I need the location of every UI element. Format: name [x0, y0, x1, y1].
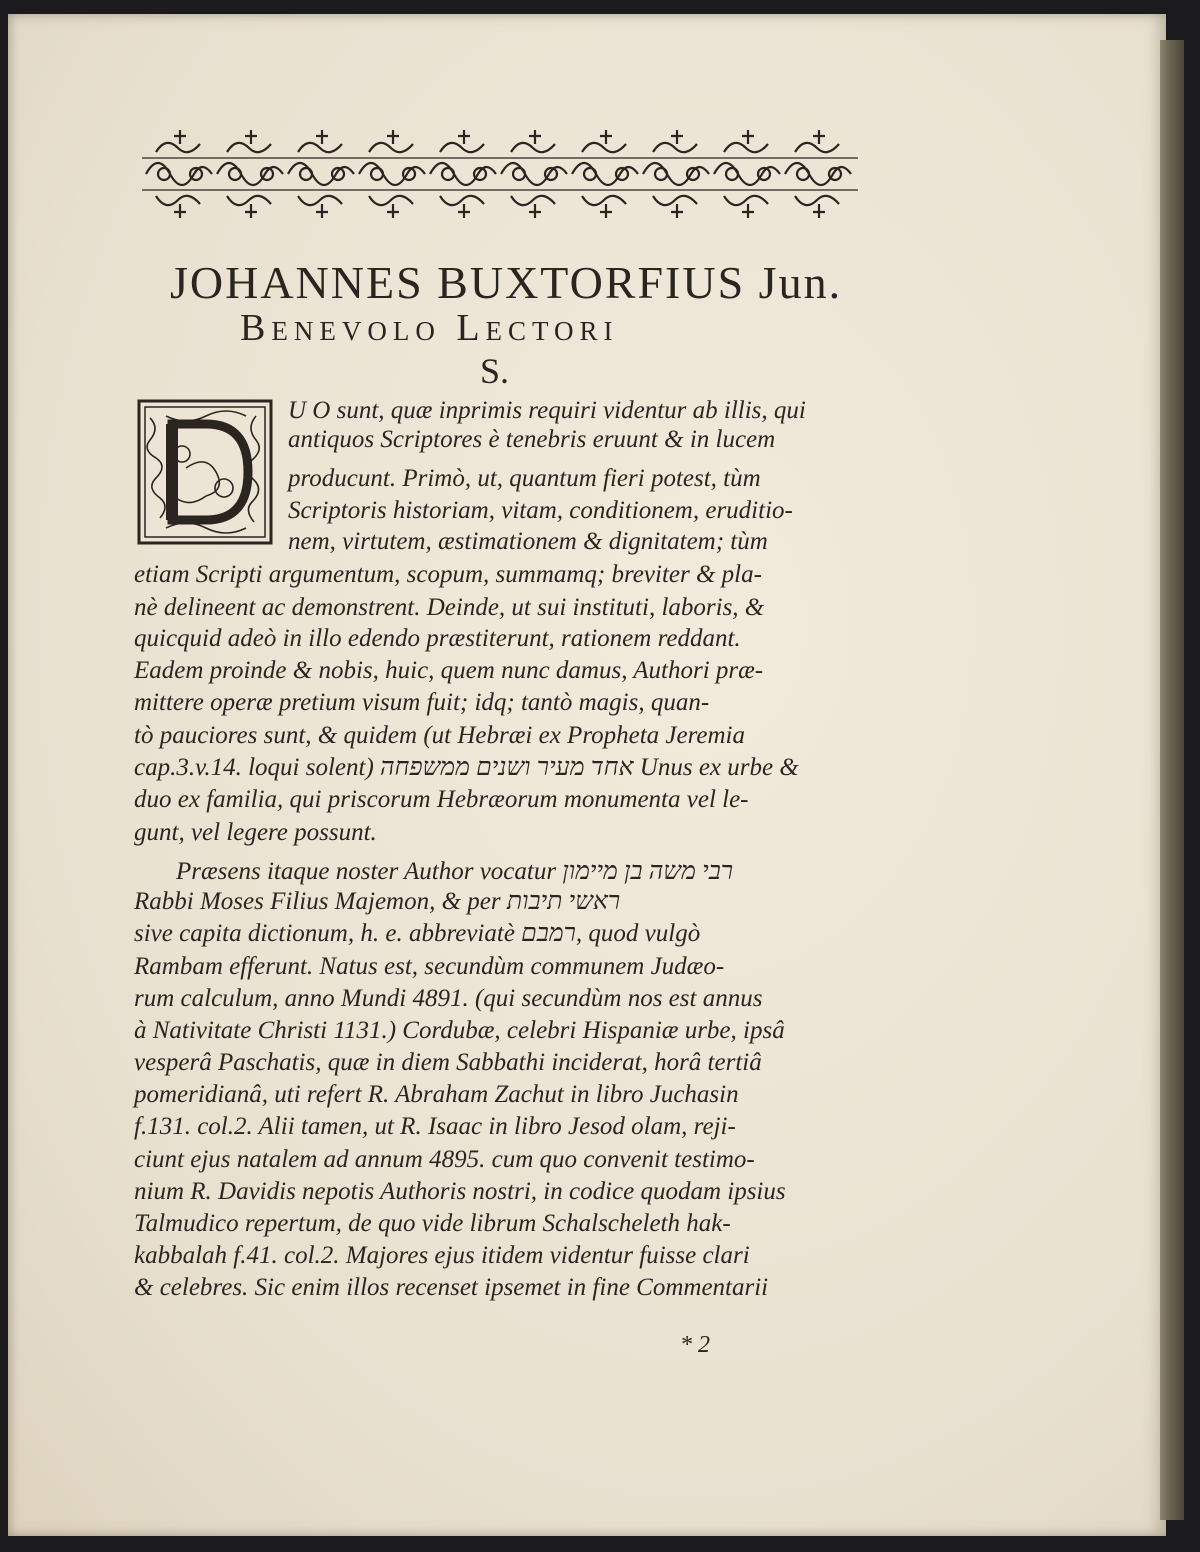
text-line: & celebres. Sic enim illos recenset ipsemet in fine Commentarii [134, 1274, 769, 1301]
text-line: U O sunt, quæ inprimis requiri videntur ab illis, qui [288, 397, 806, 424]
dedication-heading: Benevolo Lectori [240, 307, 619, 349]
text-line: Rabbi Moses Filius Majemon, & per ראשי תיבות [134, 888, 621, 915]
text-line: vesperâ Paschatis, quæ in diem Sabbathi inciderat, horâ tertiâ [134, 1049, 762, 1076]
decorated-initial-d [136, 398, 274, 546]
floral-headpiece-ornament [138, 122, 862, 226]
text-line: antiquos Scriptores è tenebris eruunt & in lucem [288, 426, 776, 453]
text-line: cap.3.v.14. loqui solent) אחד מעיר ושנים ממשפחה Unus ex urbe & [134, 754, 799, 781]
text-line: Scriptoris historiam, vitam, conditionem, eruditio- [288, 497, 793, 524]
text-line: Eadem proinde & nobis, huic, quem nunc damus, Authori præ- [134, 657, 764, 684]
text-line: à Nativitate Christi 1131.) Cordubæ, celebri Hispaniæ urbe, ipsâ [134, 1017, 785, 1044]
text-line: ciunt ejus natalem ad annum 4895. cum quo convenit testimo- [134, 1146, 755, 1173]
text-line: nè delineent ac demonstrent. Deinde, ut sui instituti, laboris, & [134, 594, 765, 621]
text-line: gunt, vel legere possunt. [134, 819, 377, 846]
text-line: kabbalah f.41. col.2. Majores ejus itidem videntur fuisse clari [134, 1242, 750, 1269]
page-edge [1160, 40, 1184, 1520]
text-line: rum calculum, anno Mundi 4891. (qui secundùm nos est annus [134, 985, 763, 1012]
salutation-heading: S. [480, 351, 510, 391]
text-line: Præsens itaque noster Author vocatur רבי משה בן מיימון [176, 858, 734, 885]
text-line: etiam Scripti argumentum, scopum, summamq; breviter & pla- [134, 561, 762, 588]
text-line: mittere operæ pretium visum fuit; idq; tantò magis, quan- [134, 689, 710, 716]
text-line: f.131. col.2. Alii tamen, ut R. Isaac in libro Jesod olam, reji- [134, 1113, 736, 1140]
text-line: Rambam efferunt. Natus est, secundùm communem Judæo- [134, 953, 725, 980]
text-line: quicquid adeò in illo edendo præstiterunt, rationem reddant. [134, 625, 741, 652]
folio-signature: * 2 [680, 1332, 710, 1358]
text-line: nium R. Davidis nepotis Authoris nostri, in codice quodam ipsius [134, 1178, 786, 1205]
author-heading: JOHANNES BUXTORFIUS Jun. [170, 257, 843, 308]
text-line: producunt. Primò, ut, quantum fieri potest, tùm [288, 465, 761, 492]
text-line: nem, virtutem, æstimationem & dignitatem; tùm [288, 528, 768, 555]
text-line: tò pauciores sunt, & quidem (ut Hebræi ex Propheta Jeremia [134, 722, 745, 749]
text-line: duo ex familia, qui priscorum Hebræorum monumenta vel le- [134, 786, 749, 813]
text-line: sive capita dictionum, h. e. abbreviatè רמבם, quod vulgò [134, 920, 701, 947]
text-line: Talmudico repertum, de quo vide librum Schalscheleth hak- [134, 1210, 731, 1237]
text-line: pomeridianâ, uti refert R. Abraham Zachut in libro Juchasin [134, 1081, 739, 1108]
